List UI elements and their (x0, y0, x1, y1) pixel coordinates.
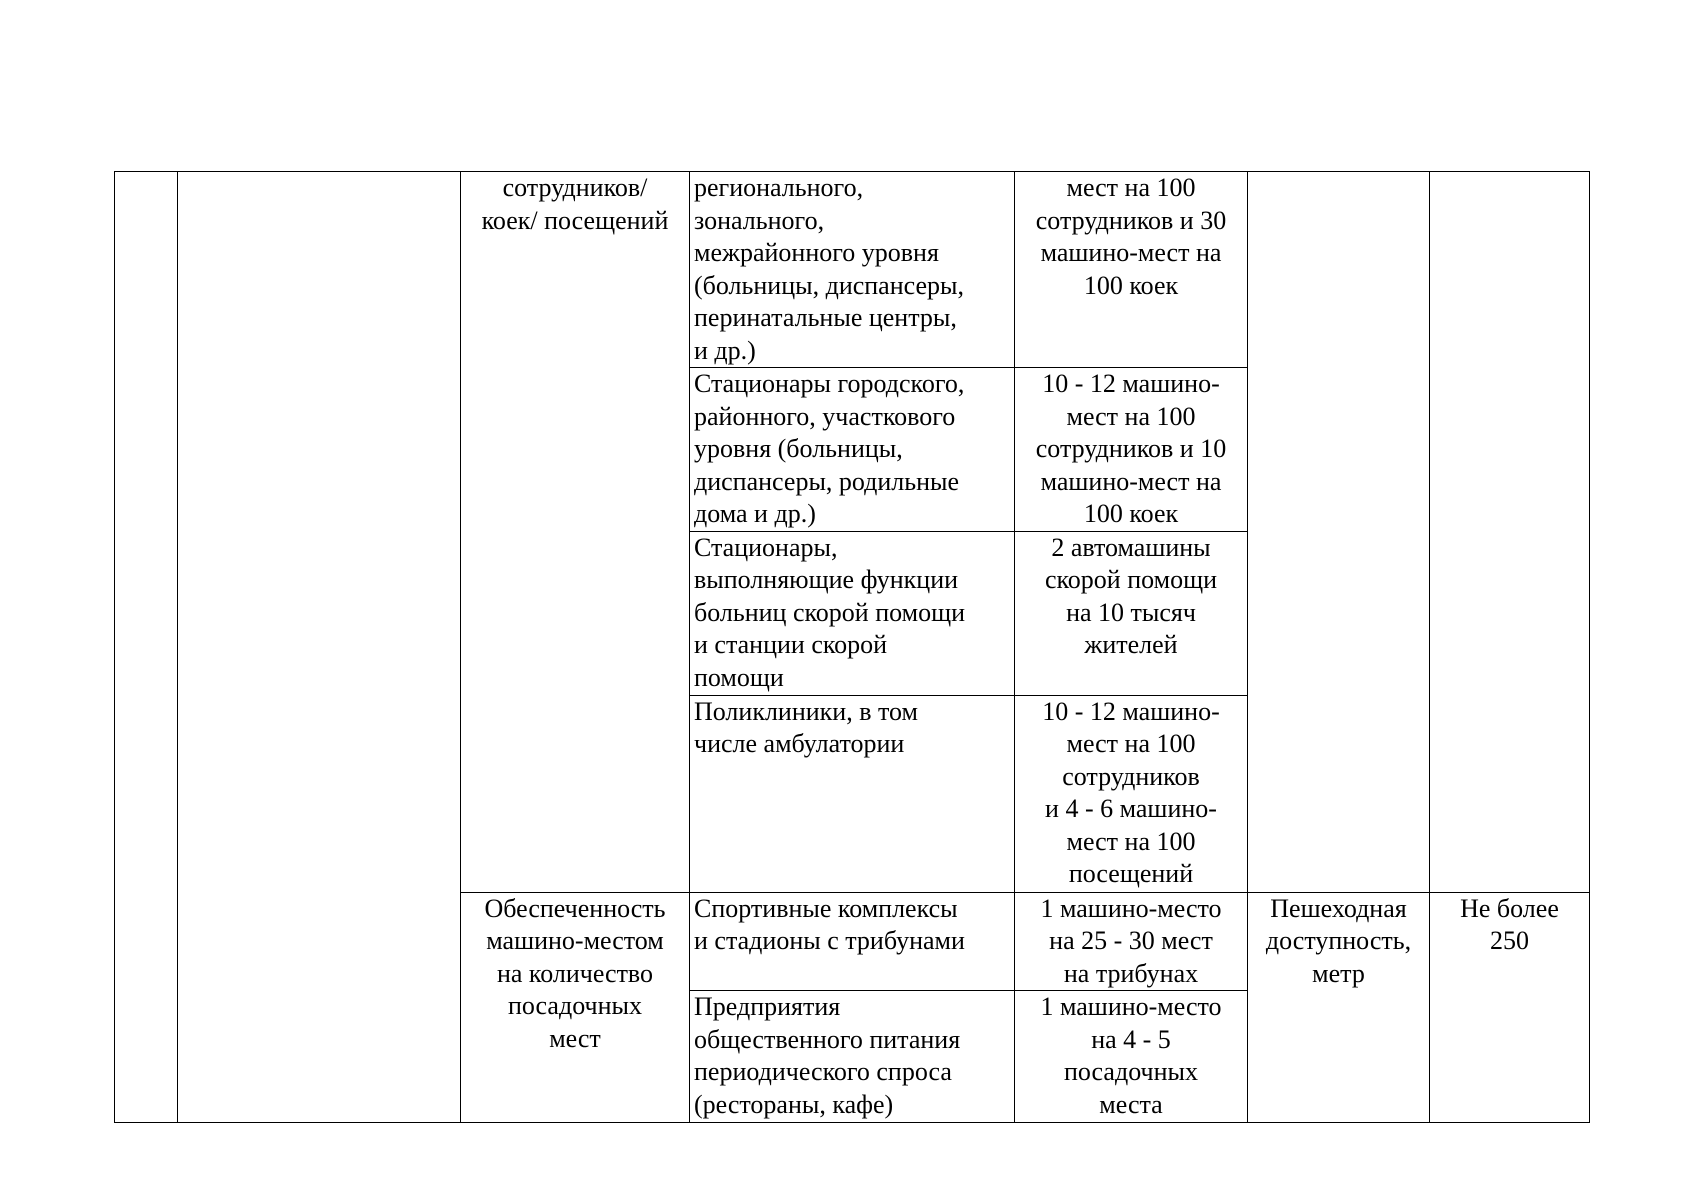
accessibility-indicator-cell (1248, 892, 1430, 1123)
norm-text: 10 - 12 машино- мест на 100 сотрудников и 10 машино-мест на 100 коек (1035, 369, 1227, 528)
object-text: Спортивные комплексы и стадионы с трибунами (694, 893, 965, 955)
norm-text: 1 машино-место на 4 - 5 посадочных места (1040, 992, 1222, 1119)
object-cell (690, 368, 1015, 532)
norm-cell (1015, 368, 1248, 532)
norm-text: 1 машино-место на 25 - 30 мест на трибунах (1040, 893, 1222, 988)
norm-cell (1015, 172, 1248, 368)
norm-text: 2 автомашины скорой помощи на 10 тысяч жителей (1044, 532, 1218, 659)
accessibility-value-text: Не более 250 (1460, 893, 1559, 955)
object-text: Стационары городского, районного, участкового уровня (больницы, диспансеры, родильные дома и др.) (694, 369, 965, 528)
unit-cell (461, 172, 690, 893)
unit-cell (461, 892, 690, 1123)
norm-cell (1015, 695, 1248, 892)
accessibility-indicator-text: Пешеходная доступность, метр (1265, 893, 1412, 988)
accessibility-value-cell (1430, 892, 1590, 1123)
parking-norms-table (114, 171, 1590, 1123)
norm-text: мест на 100 сотрудников и 30 машино-мест на 100 коек (1035, 173, 1227, 300)
row-number-cell (115, 172, 178, 1123)
norm-cell (1015, 531, 1248, 695)
object-cell (690, 695, 1015, 892)
object-text: регионального, зонального, межрайонного уровня (больницы, диспансеры, перинатальные центры, и др.) (694, 173, 965, 365)
object-text: Поликлиники, в том числе амбулатории (694, 696, 918, 758)
norm-text: 10 - 12 машино- мест на 100 сотрудников и 4 - 6 машино- мест на 100 посещений (1042, 696, 1220, 888)
unit-text: сотрудников/ коек/ посещений (481, 173, 669, 235)
object-text: Стационары, выполняющие функции больниц скорой помощи и станции скорой помощи (694, 532, 966, 692)
object-cell (690, 991, 1015, 1123)
object-text: Предприятия общественного питания периодического спроса (рестораны, кафе) (694, 992, 961, 1119)
table-row (115, 172, 1590, 368)
indicator-name-cell (178, 172, 461, 1123)
object-cell (690, 531, 1015, 695)
unit-text: Обеспеченность машино-местом на количество посадочных мест (484, 893, 666, 1053)
norm-cell (1015, 991, 1248, 1123)
norm-cell (1015, 892, 1248, 991)
accessibility-indicator-cell (1248, 172, 1430, 893)
object-cell (690, 892, 1015, 991)
accessibility-value-cell (1430, 172, 1590, 893)
object-cell (690, 172, 1015, 368)
